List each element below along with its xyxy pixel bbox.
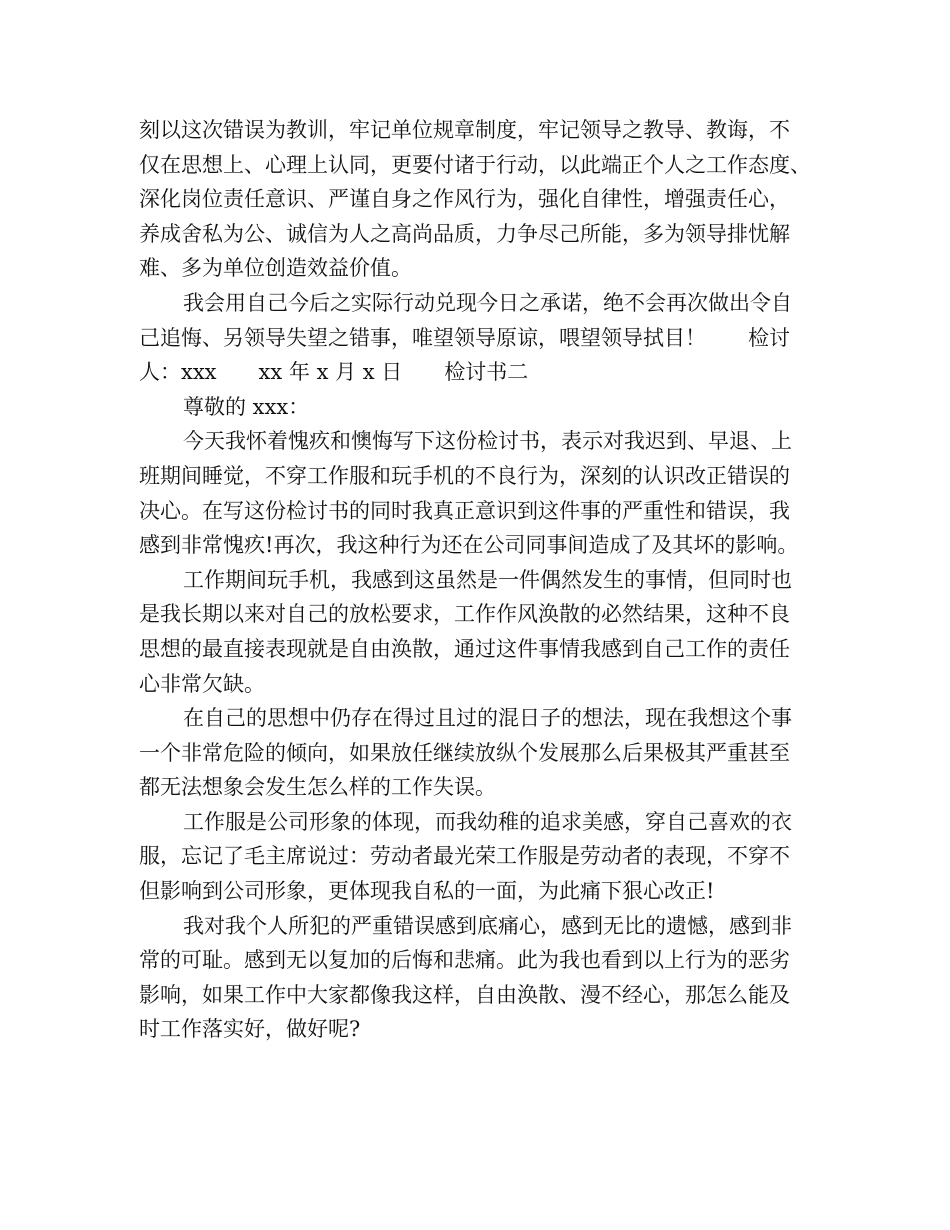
text-line: 是我长期以来对自己的放松要求，工作作风涣散的必然结果，这种不良 <box>139 602 790 627</box>
text-line: 思想的最直接表现就是自由涣散，通过这件事情我感到自己工作的责任 <box>139 636 790 661</box>
text-line: 决心。在写这份检讨书的同时我真正意识到这件事的严重性和错误，我 <box>139 498 790 523</box>
document-body <box>139 113 839 1047</box>
text-line: 仅在思想上、心理上认同，更要付诸于行动，以此端正个人之工作态度、 <box>139 152 811 177</box>
paragraph-start-line: 我对我个人所犯的严重错误感到底痛心，感到无比的遗憾，感到非 <box>183 913 792 938</box>
text-line: 时工作落实好，做好呢? <box>139 1017 361 1042</box>
paragraph-start-line: 工作服是公司形象的体现，而我幼稚的追求美感，穿自己喜欢的衣 <box>183 809 792 834</box>
paragraph-start-line: 在自己的思想中仍存在得过且过的混日子的想法，现在我想这个事 <box>183 706 792 731</box>
text-line: 但影响到公司形象，更体现我自私的一面，为此痛下狠心改正! <box>139 879 715 904</box>
text-line: 感到非常愧疚!再次，我这种行为还在公司同事间造成了及其坏的影响。 <box>139 533 799 558</box>
text-line: 刻以这次错误为教训，牢记单位规章制度，牢记领导之教导、教诲，不 <box>139 118 790 142</box>
text-line: 服，忘记了毛主席说过：劳动者最光荣工作服是劳动者的表现，不穿不 <box>139 844 790 869</box>
text-line: 心非常欠缺。 <box>139 671 265 696</box>
text-line: 己追悔、另领导失望之错事，唯望领导原谅，喂望领导拭目！ 检讨 <box>139 325 790 350</box>
text-line: 一个非常危险的倾向，如果放任继续放纵个发展那么后果极其严重甚至 <box>139 740 790 765</box>
salutation-line: 尊敬的 xxx： <box>183 394 310 419</box>
text-line: 深化岗位责任意识、严谨自身之作风行为，强化自律性，增强责任心， <box>139 187 790 212</box>
signature-line: 人：xxx xx 年 x 月 x 日 检讨书二 <box>139 360 529 385</box>
text-line: 难、多为单位创造效益价值。 <box>139 256 412 281</box>
paragraph-start-line: 今天我怀着愧疚和懊悔写下这份检讨书，表示对我迟到、早退、上 <box>183 429 792 454</box>
text-line: 养成舍私为公、诚信为人之高尚品质，力争尽己所能，多为领导排忧解 <box>139 221 790 246</box>
text-line: 常的可耻。感到无以复加的后悔和悲痛。此为我也看到以上行为的恶劣 <box>139 948 790 973</box>
text-line: 影响，如果工作中大家都像我这样，自由涣散、漫不经心，那怎么能及 <box>139 982 790 1007</box>
paragraph-start-line: 工作期间玩手机，我感到这虽然是一件偶然发生的事情，但同时也 <box>183 567 792 592</box>
text-line: 都无法想象会发生怎么样的工作失误。 <box>139 775 496 800</box>
text-line: 班期间睡觉，不穿工作服和玩手机的不良行为，深刻的认识改正错误的 <box>139 463 790 488</box>
paragraph-start-line: 我会用自己今后之实际行动兑现今日之承诺，绝不会再次做出令自 <box>183 290 792 315</box>
